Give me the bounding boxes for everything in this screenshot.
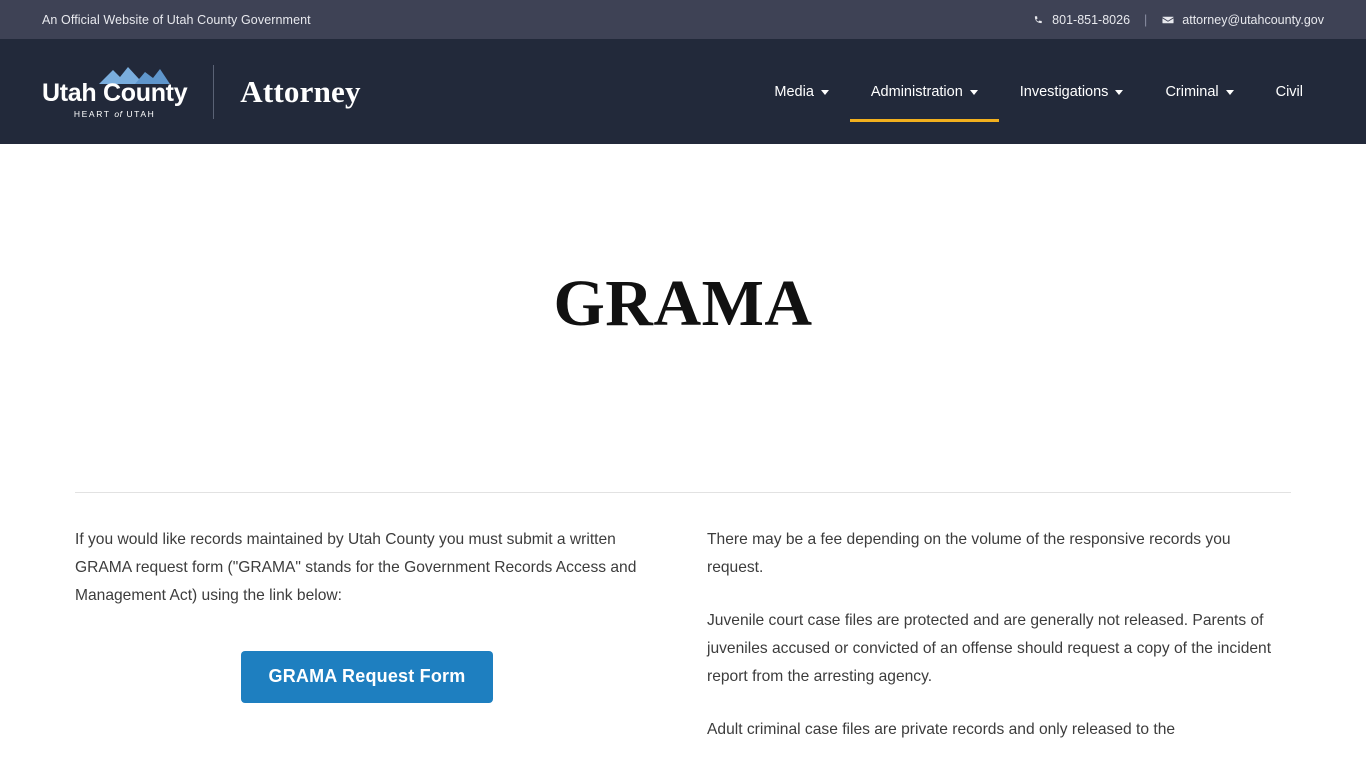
chevron-down-icon [1115,90,1123,95]
right-column [707,526,1291,768]
nav-label-administration: Administration [870,83,963,100]
nav-label-civil: Civil [1275,83,1303,100]
logo-tagline [74,109,155,119]
nav-label-criminal: Criminal [1165,83,1219,100]
nav-item-investigations[interactable] [999,39,1145,144]
phone-link[interactable] [1032,13,1130,27]
page-title: GRAMA [553,267,813,340]
nav-item-criminal[interactable] [1144,39,1254,144]
nav-item-civil[interactable] [1255,39,1324,144]
chevron-down-icon [1226,90,1234,95]
contact-info [1032,13,1324,27]
left-paragraph-1: If you would like records maintained by Utah County you must submit a written GRAMA request form ("GRAMA" stands for the Government Records Access and Management Act) using the link below: [75,531,637,604]
page-content [0,144,1366,768]
logo-tagline-pre: HEART [73,108,115,119]
content-columns [75,493,1291,768]
right-paragraph-3: Adult criminal case files are private records and only released to the [707,721,1176,738]
grama-request-form-button[interactable]: GRAMA Request Form [241,651,494,703]
email-address: attorney@utahcounty.gov [1182,12,1324,27]
chevron-down-icon [970,90,978,95]
logo-tagline-mid: of [114,108,123,119]
left-column [75,526,659,768]
nav-item-media[interactable] [753,39,850,144]
right-paragraph-1: There may be a fee depending on the volume of the responsive records you request. [707,531,1231,576]
phone-number: 801-851-8026 [1052,12,1131,27]
nav-item-administration[interactable] [850,39,999,144]
site-header [0,39,1366,144]
nav-label-investigations: Investigations [1019,83,1109,100]
department-title: Attorney [240,73,361,109]
phone-icon [1032,13,1045,26]
hero-section [75,144,1291,492]
right-paragraph-2: Juvenile court case files are protected and are generally not released. Parents of juveniles accused or convicted of an offense should request a copy of the incident report from the arresting agency. [707,612,1272,685]
official-website-notice: An Official Website of Utah County Government [42,12,311,27]
utility-bar [0,0,1366,39]
brand[interactable] [42,39,361,144]
envelope-icon [1161,13,1175,27]
chevron-down-icon [821,90,829,95]
button-container [75,628,659,703]
county-logo[interactable] [42,65,213,119]
main-navigation [753,39,1324,144]
logo-county-name: Utah County [42,78,188,107]
contact-separator: | [1144,12,1148,27]
nav-label-media: Media [774,83,814,100]
logo-tagline-post: UTAH [122,108,156,119]
email-link[interactable] [1161,13,1324,27]
